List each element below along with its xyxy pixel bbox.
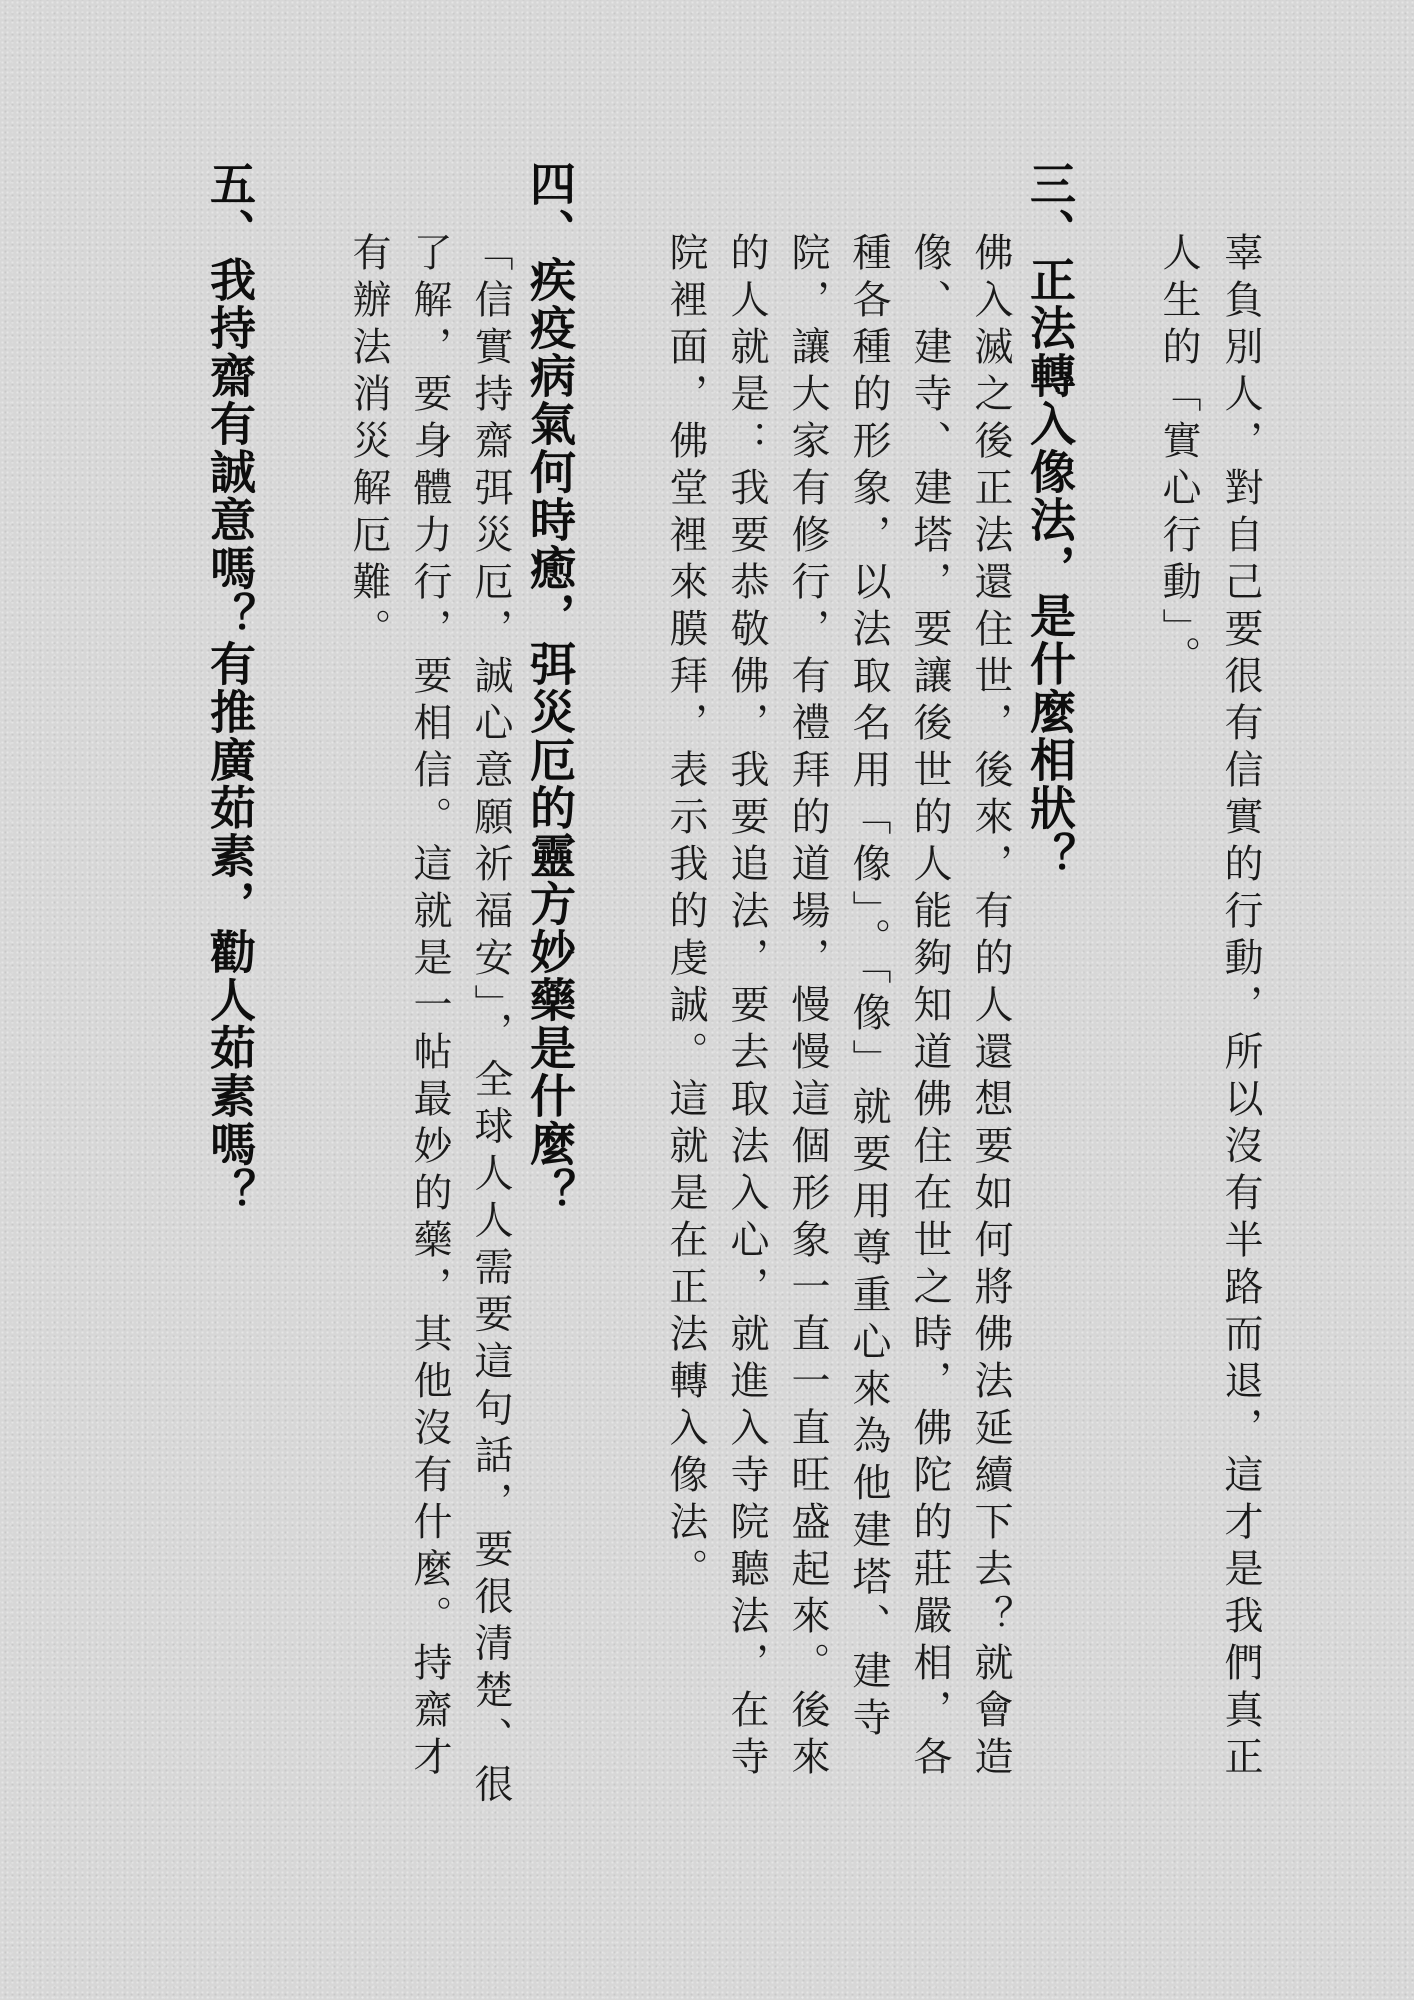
- paragraph-column: 了解，要身體力行，要相信。這就是一帖最妙的藥，其他沒有什麼。持齋才: [407, 232, 452, 1783]
- section-heading: 五、我持齋有誠意嗎？有推廣茹素，勸人茹素嗎？: [203, 160, 257, 1216]
- paragraph-column: 辜負別人，對自己要很有信實的行動，所以沒有半路而退，這才是我們真正: [1218, 232, 1263, 1783]
- section-heading: 三、正法轉入像法，是什麼相狀？: [1023, 160, 1077, 880]
- section-heading: 四、疾疫病氣何時癒，弭災厄的靈方妙藥是什麼？: [523, 160, 577, 1216]
- paragraph-column: 「信實持齋弭災厄，誠心意願祈福安」，全球人人需要這句話，要很清楚、很: [468, 232, 513, 1811]
- paragraph-column: 有辦法消災解厄難。: [346, 232, 391, 655]
- paragraph-column: 院裡面，佛堂裡來膜拜，表示我的虔誠。這就是在正法轉入像法。: [663, 232, 708, 1595]
- paragraph-column: 佛入滅之後正法還住世，後來，有的人還想要如何將佛法延續下去？就會造: [968, 232, 1013, 1783]
- paragraph-column: 人生的「實心行動」。: [1156, 232, 1201, 683]
- paragraph-column: 院，讓大家有修行，有禮拜的道場，慢慢這個形象一直一直旺盛起來。後來: [785, 232, 830, 1783]
- paragraph-column: 種各種的形象，以法取名用「像」。「像」就要用尊重心來為他建塔、建寺: [846, 232, 891, 1744]
- paragraph-column: 像、建寺、建塔，要讓後世的人能夠知道佛住在世之時，佛陀的莊嚴相，各: [907, 232, 952, 1783]
- paragraph-column: 的人就是：我要恭敬佛，我要追法，要去取法入心，就進入寺院聽法，在寺: [724, 232, 769, 1783]
